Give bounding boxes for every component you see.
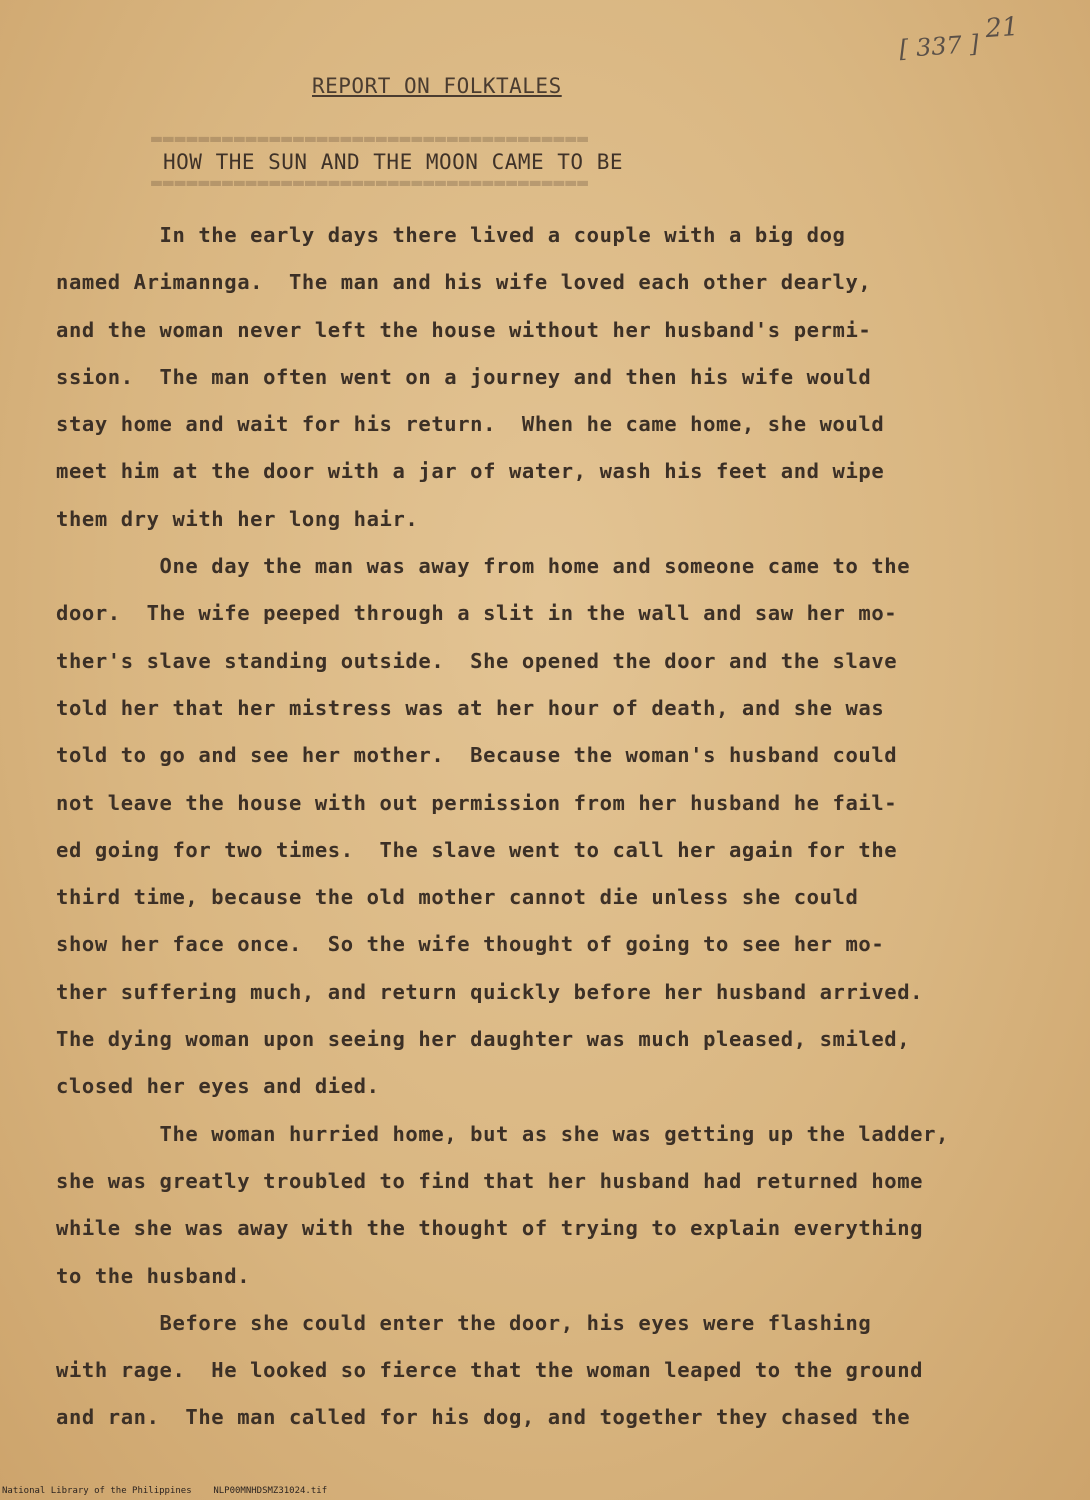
body-line: closed her eyes and died. bbox=[56, 1074, 380, 1099]
body-line: ed going for two times. The slave went to call her again for the bbox=[56, 837, 898, 862]
body-line: she was greatly troubled to find that her husband had returned home bbox=[56, 1168, 924, 1193]
body-line: meet him at the door with a jar of water, wash his feet and wipe bbox=[56, 459, 885, 484]
body-line: door. The wife peeped through a slit in the wall and saw her mo- bbox=[56, 601, 898, 626]
story-title: HOW THE SUN AND THE MOON CAME TO BE bbox=[163, 150, 624, 174]
body-line: them dry with her long hair. bbox=[56, 506, 419, 531]
body-line: One day the man was away from home and someone came to the bbox=[56, 554, 911, 579]
body-line: and ran. The man called for his dog, and together they chased the bbox=[56, 1405, 911, 1430]
story-body bbox=[56, 212, 1066, 1442]
footer-caption: National Library of the Philippines NLP00MNHDSMZ31024.tif bbox=[2, 1486, 328, 1496]
body-line: to the husband. bbox=[56, 1263, 251, 1288]
body-line: with rage. He looked so fierce that the woman leaped to the ground bbox=[56, 1358, 924, 1383]
body-line: The woman hurried home, but as she was getting up the ladder, bbox=[56, 1121, 950, 1146]
body-line: not leave the house with out permission from her husband he fail- bbox=[56, 790, 898, 815]
body-line: third time, because the old mother cannot die unless she could bbox=[56, 885, 859, 910]
body-line: and the woman never left the house without her husband's permi- bbox=[56, 317, 872, 342]
body-line: The dying woman upon seeing her daughter was much pleased, smiled, bbox=[56, 1027, 911, 1052]
bleed-through-mark: ▬▬▬▬▬▬▬▬▬▬▬▬▬▬▬▬▬▬▬▬▬▬▬▬▬▬▬▬▬▬▬▬▬▬▬▬▬ bbox=[150, 128, 588, 149]
body-line: told to go and see her mother. Because the woman's husband could bbox=[56, 743, 898, 768]
body-line: ther's slave standing outside. She opened the door and the slave bbox=[56, 648, 898, 673]
body-line: ther suffering much, and return quickly before her husband arrived. bbox=[56, 979, 924, 1004]
bleed-through-mark: ▬▬▬▬▬▬▬▬▬▬▬▬▬▬▬▬▬▬▬▬▬▬▬▬▬▬▬▬▬▬▬▬▬▬▬▬▬ bbox=[150, 172, 588, 193]
report-title: REPORT ON FOLKTALES bbox=[312, 74, 562, 98]
page-number-bracket: [ 337 ] bbox=[898, 29, 981, 64]
body-line: ssion. The man often went on a journey and then his wife would bbox=[56, 364, 872, 389]
body-line: named Arimannga. The man and his wife loved each other dearly, bbox=[56, 270, 872, 295]
page-number-superscript: 21 bbox=[984, 11, 1020, 45]
page-number bbox=[898, 11, 1021, 64]
body-line: Before she could enter the door, his eyes were flashing bbox=[56, 1310, 872, 1335]
body-line: told her that her mistress was at her hour of death, and she was bbox=[56, 695, 885, 720]
body-line: show her face once. So the wife thought of going to see her mo- bbox=[56, 932, 885, 957]
body-line: while she was away with the thought of trying to explain everything bbox=[56, 1216, 924, 1241]
body-line: stay home and wait for his return. When he came home, she would bbox=[56, 412, 885, 437]
body-line: In the early days there lived a couple with a big dog bbox=[56, 223, 846, 247]
